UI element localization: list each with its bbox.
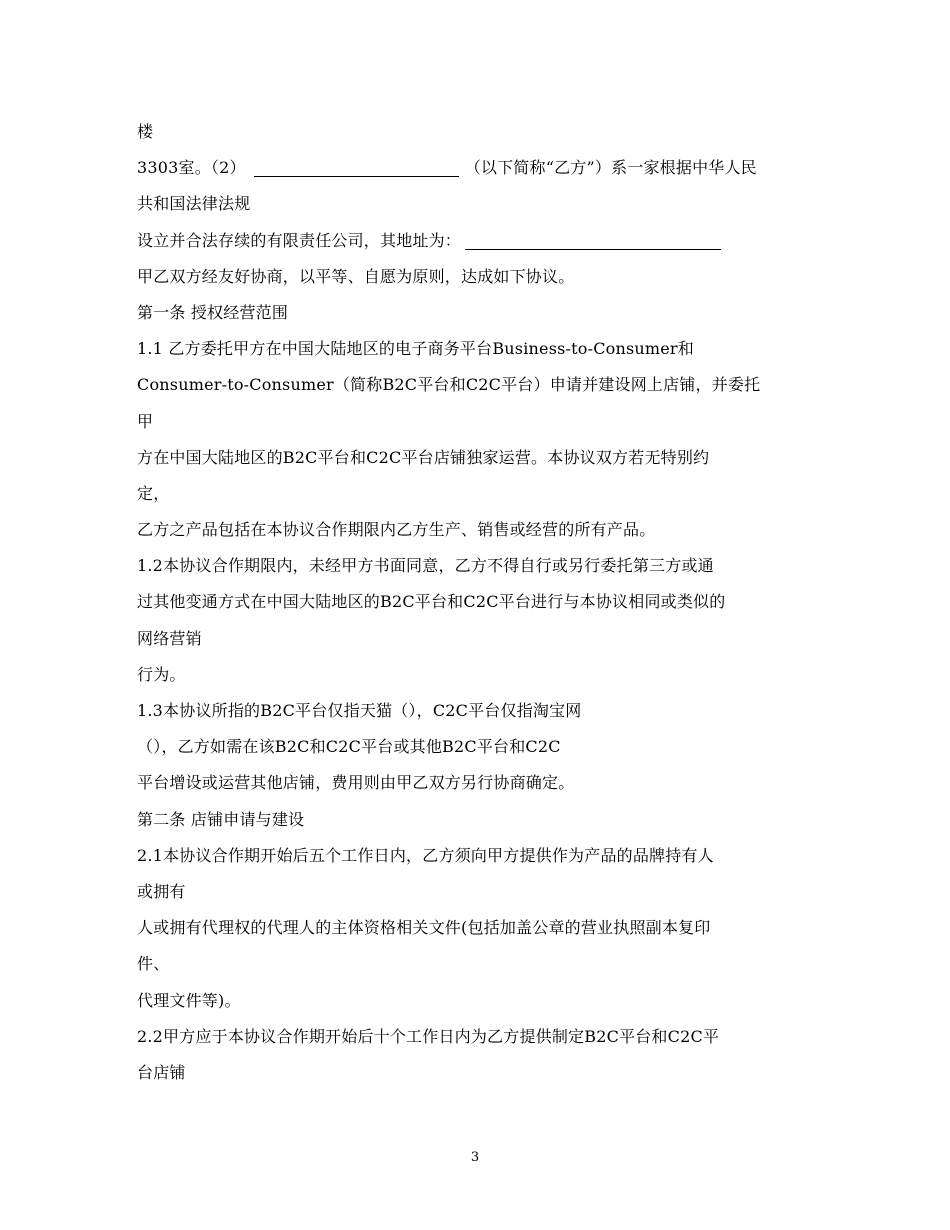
text-line: 甲 <box>137 411 154 431</box>
text-line: 1.3本协议所指的B2C平台仅指天猫（），C2C平台仅指淘宝网 <box>137 701 582 720</box>
text-line: 1.1 乙方委托甲方在中国大陆地区的电子商务平台Business-to-Consumer和 <box>137 339 694 359</box>
text-line: 平台增设或运营其他店铺，费用则由甲乙双方另行协商确定。 <box>137 773 575 793</box>
text-line: 网络营销 <box>137 628 202 648</box>
text-line-with-blank <box>137 223 817 259</box>
fill-in-blank <box>465 227 721 250</box>
text-line: Consumer-to-Consumer（简称B2C平台和C2C平台）申请并建设网上店铺，并委托 <box>137 375 761 395</box>
page-number: 3 <box>470 1150 480 1165</box>
section-heading: 第一条 授权经营范围 <box>137 302 289 322</box>
text-line: 过其他变通方式在中国大陆地区的B2C平台和C2C平台进行与本协议相同或类似的 <box>137 592 726 612</box>
text-line: 2.2甲方应于本协议合作期开始后十个工作日内为乙方提供制定B2C平台和C2C平 <box>137 1026 720 1046</box>
text-line: 行为。 <box>137 664 186 684</box>
section-heading: 第二条 店铺申请与建设 <box>137 809 305 829</box>
text-line: （），乙方如需在该B2C和C2C平台或其他B2C平台和C2C <box>137 737 561 757</box>
text-line: 1.2本协议合作期限内，未经甲方书面同意，乙方不得自行或另行委托第三方或通 <box>137 556 714 576</box>
text-line: 共和国法律法规 <box>137 194 251 214</box>
fill-in-blank <box>254 154 459 177</box>
text-line: 人或拥有代理权的代理人的主体资格相关文件(包括加盖公章的营业执照副本复印 <box>137 918 711 938</box>
text-line-with-blank <box>137 150 817 186</box>
text-line: 定， <box>137 483 170 503</box>
line-text-before-blank: 设立并合法存续的有限责任公司，其地址为： <box>137 230 462 250</box>
text-line: 或拥有 <box>137 881 186 901</box>
text-line: 楼 <box>137 122 154 141</box>
document-body <box>137 114 817 1091</box>
text-line: 台店铺 <box>137 1062 186 1082</box>
text-line: 2.1本协议合作期开始后五个工作日内，乙方须向甲方提供作为产品的品牌持有人 <box>137 845 714 865</box>
line-text-after-blank: （以下简称“乙方”）系一家根据中华人民 <box>464 158 757 178</box>
text-line: 代理文件等)。 <box>137 990 241 1010</box>
text-line: 件、 <box>137 954 170 974</box>
text-line: 甲乙双方经友好协商，以平等、自愿为原则，达成如下协议。 <box>137 266 575 286</box>
text-line: 方在中国大陆地区的B2C平台和C2C平台店铺独家运营。本协议双方若无特别约 <box>137 447 710 467</box>
line-text-before-blank: 3303室。（2） <box>137 158 246 178</box>
text-line: 乙方之产品包括在本协议合作期限内乙方生产、销售或经营的所有产品。 <box>137 520 656 540</box>
